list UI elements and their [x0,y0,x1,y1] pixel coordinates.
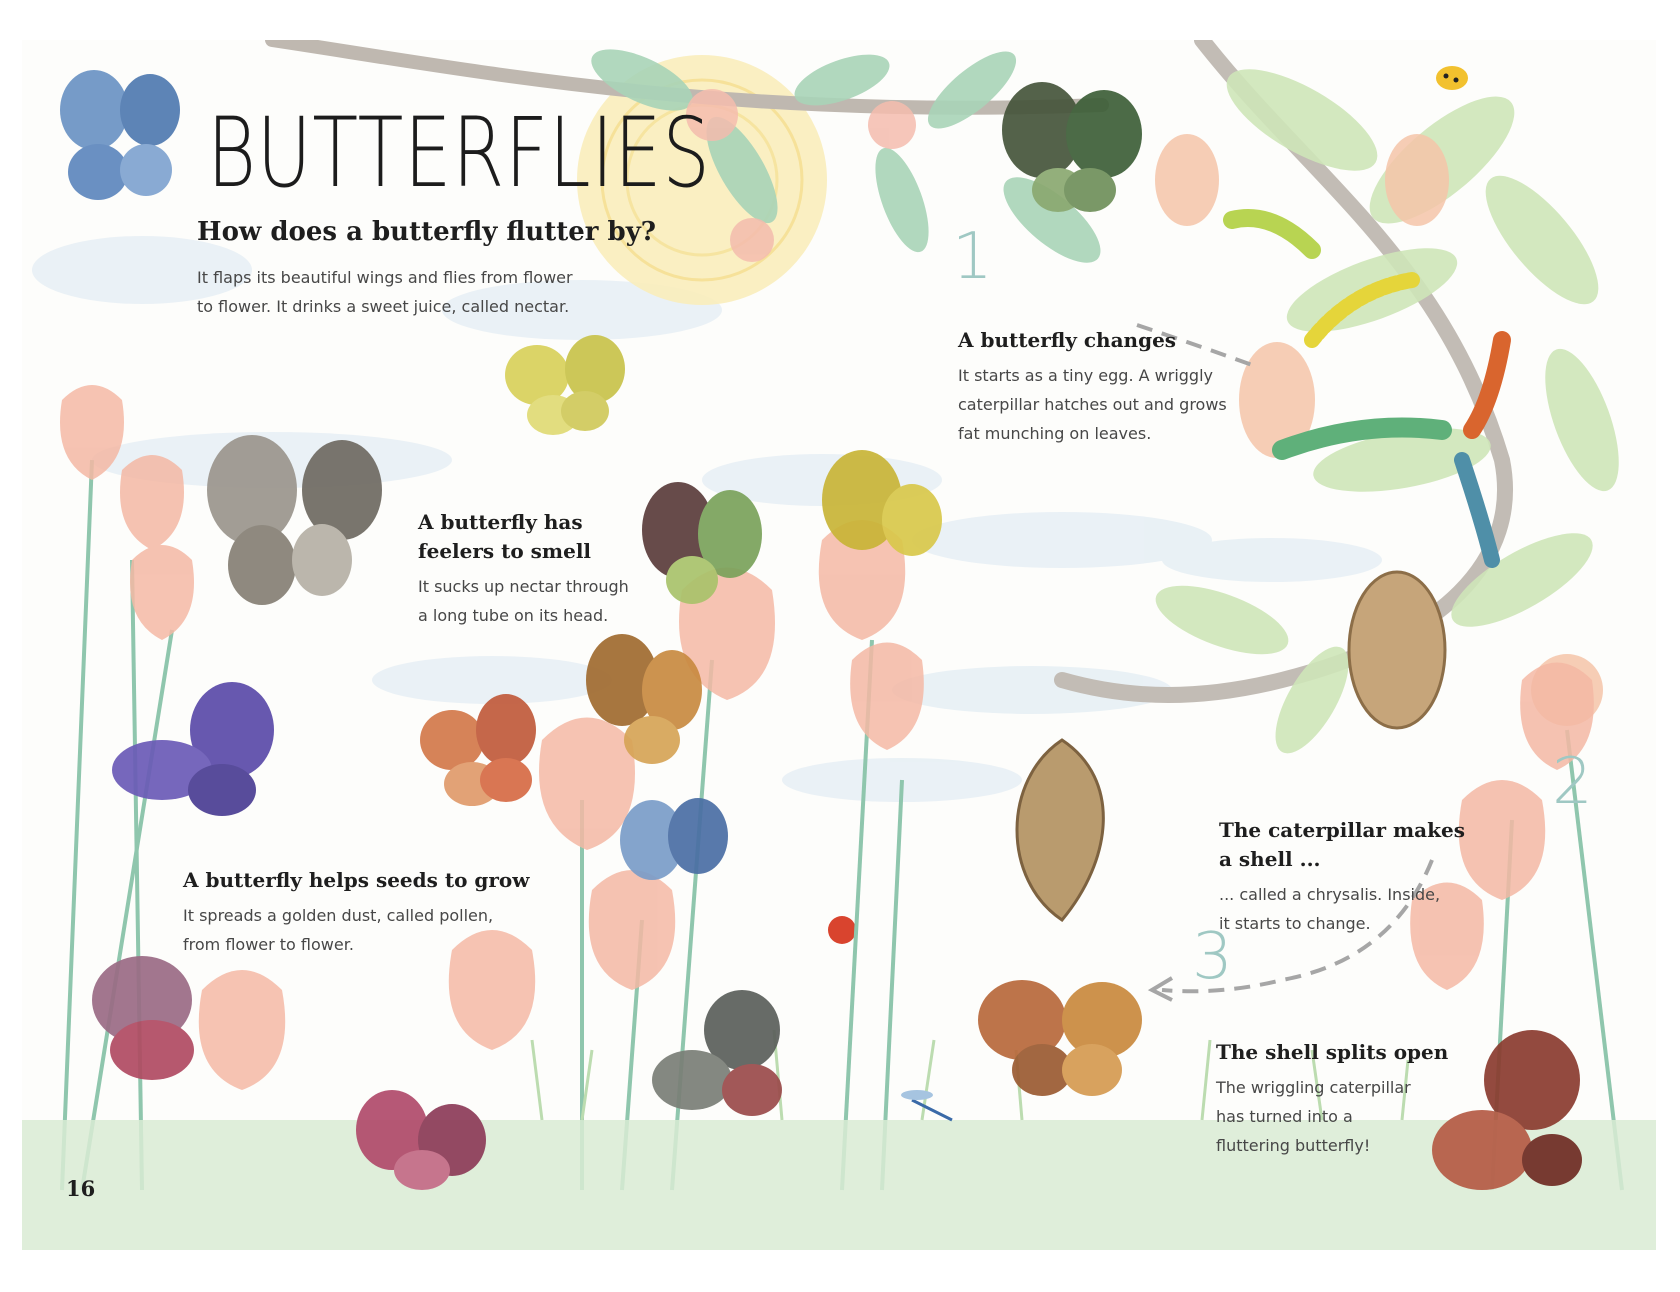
body-line: It sucks up nectar through [418,577,629,596]
feelers-section [418,508,718,630]
step-number-3: 3 [1192,920,1233,994]
step-1-body [958,361,1258,448]
seeds-section [183,866,603,959]
body-line: to flower. It drinks a sweet juice, called nectar. [197,297,570,316]
step-number-2: 2 [1552,745,1593,819]
step-2-body [1219,880,1519,938]
seeds-body [183,901,603,959]
body-line: It flaps its beautiful wings and flies from flower [197,268,573,287]
body-line: fluttering butterfly! [1216,1136,1371,1155]
body-line: caterpillar hatches out and grows [958,395,1227,414]
step-2-heading-line: The caterpillar makes [1219,818,1465,842]
step-1-heading: A butterfly changes [958,328,1177,352]
step-2-section [1219,816,1519,938]
body-line: from flower to flower. [183,935,354,954]
body-line: fat munching on leaves. [958,424,1152,443]
body-line: it starts to change. [1219,914,1371,933]
body-line: It starts as a tiny egg. A wriggly [958,366,1213,385]
seeds-heading: A butterfly helps seeds to grow [183,868,530,892]
step-number-1: 1 [952,220,993,294]
step-3-heading: The shell splits open [1216,1040,1449,1064]
body-line: a long tube on its head. [418,606,609,625]
body-line: It spreads a golden dust, called pollen, [183,906,494,925]
feelers-heading-line: A butterfly has [418,510,583,534]
step-1-section [958,326,1258,448]
body-line: ... called a chrysalis. Inside, [1219,885,1441,904]
page-title: BUTTERFLIES [207,97,711,209]
step-3-body [1216,1073,1516,1160]
feelers-body [418,572,718,630]
intro-body [197,263,757,321]
book-page [22,40,1656,1250]
step-3-section [1216,1038,1516,1160]
step-2-heading-line: a shell ... [1219,847,1321,871]
body-line: The wriggling caterpillar [1216,1078,1411,1097]
intro-heading: How does a butterfly flutter by? [197,217,657,247]
feelers-heading-line: feelers to smell [418,539,592,563]
page-number: 16 [66,1176,96,1201]
dragonfly-icon [901,1090,952,1120]
body-line: has turned into a [1216,1107,1353,1126]
intro-section [197,215,757,321]
